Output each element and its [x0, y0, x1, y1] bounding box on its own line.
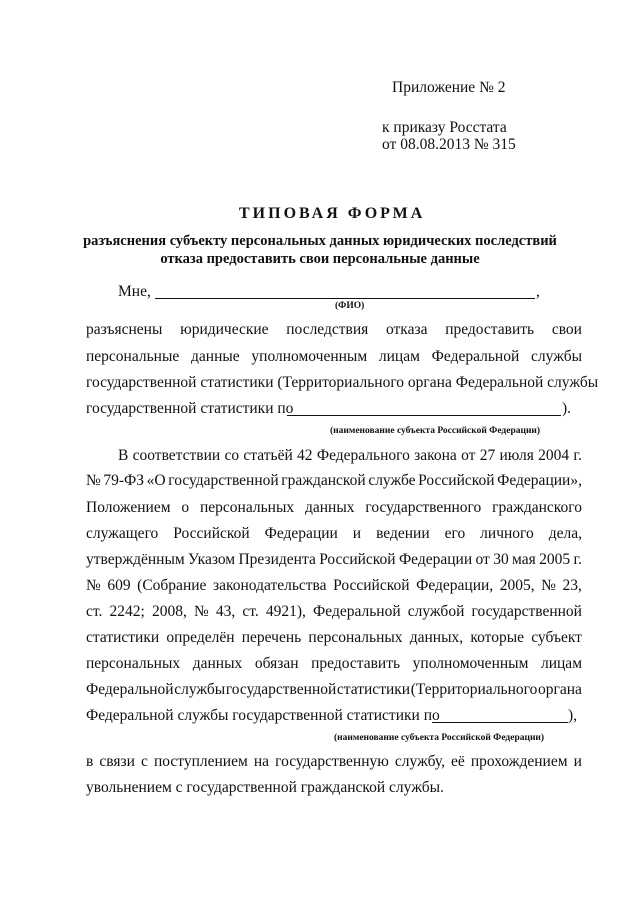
- body-line-7: ст. 2242; 2008, № 43, ст. 4921), Федеральной службой государственной: [86, 603, 582, 620]
- subject-caption: (наименование субъекта Российской Федерации): [330, 426, 541, 436]
- body-line-9: персональных данных обязан предоставить уполномоченным лицам: [86, 655, 582, 672]
- fio-caption: (ФИО): [335, 301, 365, 311]
- form-line-4-start: государственной статистики по: [86, 400, 294, 417]
- subject-caption-2: (наименование субъекта Российской Федерации): [334, 733, 545, 743]
- body-line-3: Положением о персональных данных государственного гражданского: [86, 499, 582, 516]
- order-line-2: от 08.08.2013 № 315: [382, 136, 516, 153]
- form-line-2: персональные данные уполномоченным лицам Федеральной службы: [86, 348, 582, 365]
- body-line-1: В соответствии со статьёй 42 Федерального закона от 27 июля 2004 г.: [118, 447, 582, 464]
- body-line-4: служащего Российской Федерации и ведении его личного дела,: [86, 525, 582, 542]
- order-line-1: к приказу Росстата: [382, 119, 507, 136]
- body-line-11-end: ),: [568, 707, 578, 724]
- form-line-3: государственной статистики (Территориального органа Федеральной службы: [86, 374, 599, 391]
- form-line-4-end: ).: [562, 400, 572, 417]
- appendix-label: Приложение № 2: [392, 79, 506, 96]
- body-line-5: утверждённым Указом Президента Российской Федерации от 30 мая 2005 г.: [86, 551, 582, 568]
- me-comma: ,: [536, 283, 540, 300]
- body-line-11-start: Федеральной службы государственной статистики по: [86, 707, 440, 724]
- form-line-1: разъяснены юридические последствия отказа предоставить свои: [86, 321, 582, 338]
- subtitle-line-1: разъяснения субъекту персональных данных юридических последствий: [83, 233, 557, 249]
- body-line-6: № 609 (Собрание законодательства Российской Федерации, 2005, № 23,: [86, 577, 582, 594]
- subject-blank-2[interactable]: [432, 707, 568, 723]
- body-line-2: № 79-ФЗ «О государственной гражданской службе Российской Федерации»,: [86, 472, 582, 489]
- body-line-13: увольнением с государственной гражданской службы.: [86, 779, 444, 796]
- body-line-12: в связи с поступлением на государственную службу, её прохождением и: [86, 753, 582, 770]
- subtitle-line-2: отказа предоставить свои персональные данные: [160, 251, 480, 267]
- subject-blank[interactable]: [287, 400, 561, 416]
- fio-blank[interactable]: [155, 283, 535, 299]
- body-line-8: статистики определён перечень персональных данных, которые субъект: [86, 629, 582, 646]
- me-label: Мне,: [118, 283, 151, 300]
- body-line-10: Федеральной службы государственной статистики (Территориального органа: [86, 681, 582, 698]
- form-title: ТИПОВАЯ ФОРМА: [239, 205, 426, 222]
